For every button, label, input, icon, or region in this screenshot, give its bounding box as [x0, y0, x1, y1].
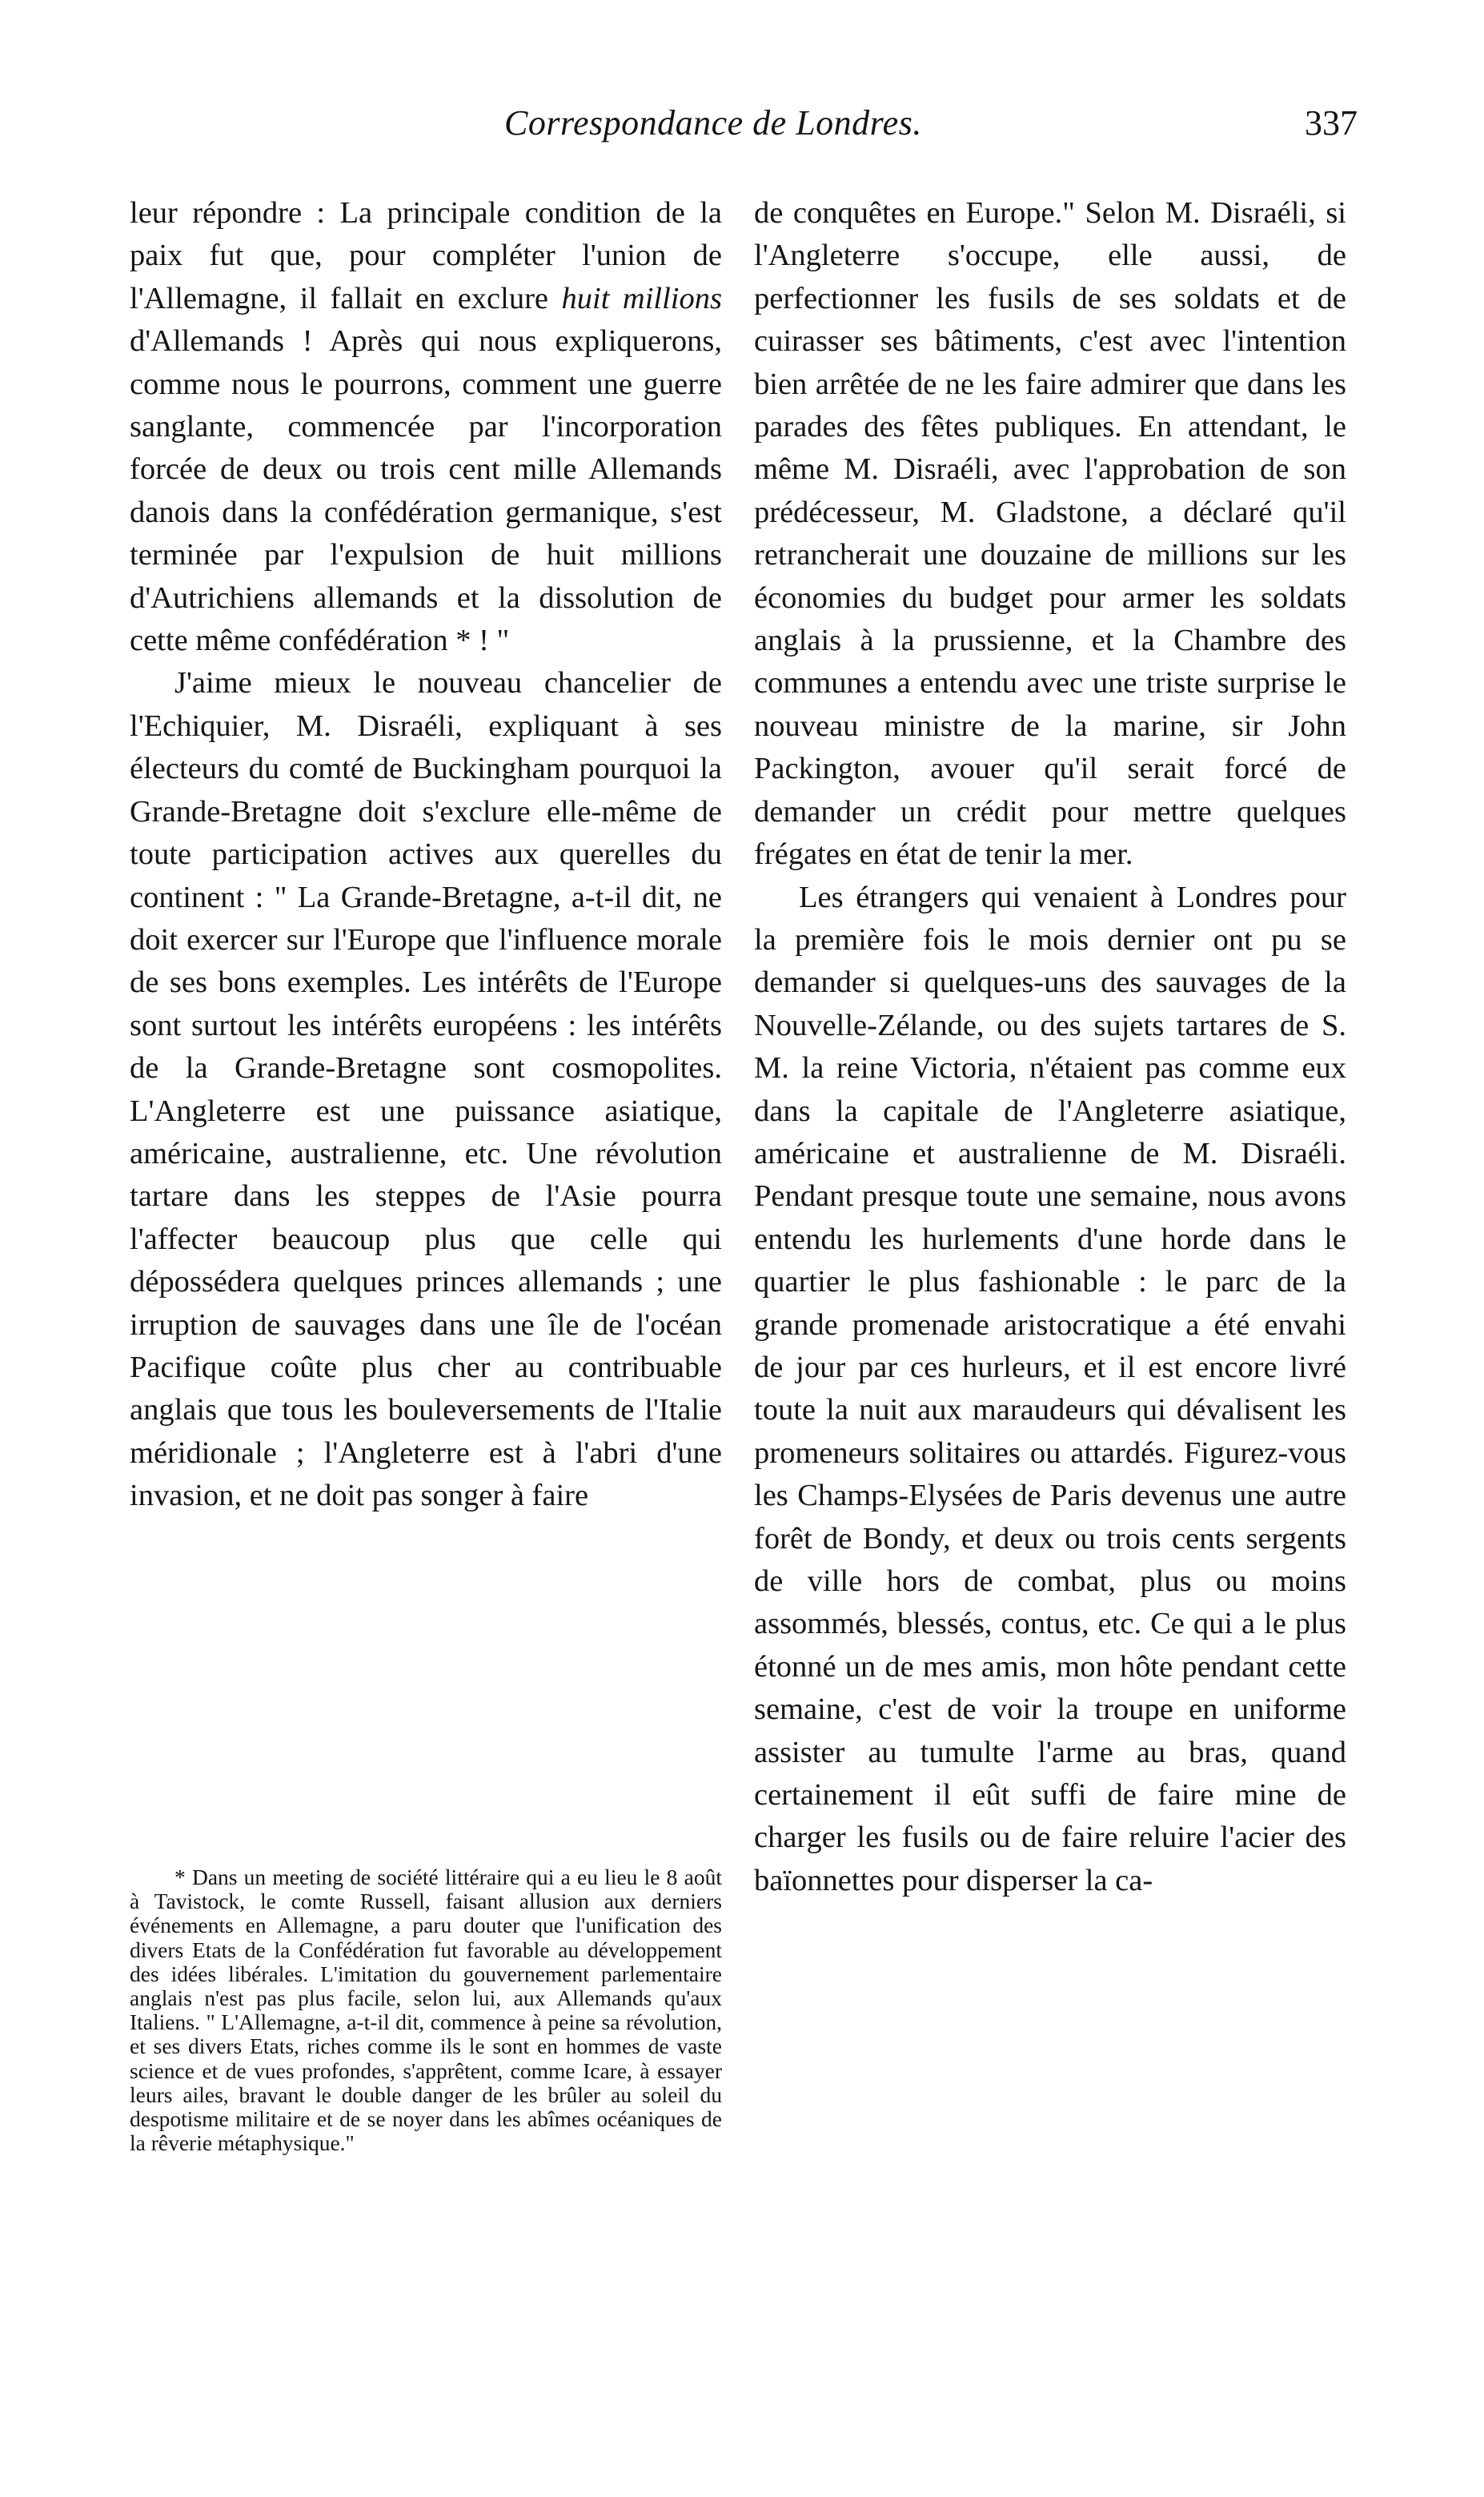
emphasis-huit-millions: huit millions	[561, 281, 722, 315]
left-paragraph-1	[130, 192, 722, 662]
running-head	[128, 102, 1361, 154]
footnote: * Dans un meeting de société littéraire qui a eu lieu le 8 août à Tavistock, le comte Russell, faisant allusion aux derniers événements en Allemagne, a paru douter que l'unification des divers Etats de la Confédération fut favorable au développement des idées libérales. L'imitation du gouvernement parlementaire anglais n'est pas plus facile, selon lui, aux Allemands qu'aux Italiens. " L'Allemagne, a-t-il dit, commence à peine sa révolution, et ses divers Etats, riches comme ils le sont en hommes de vaste science et de vues profondes, s'apprêtent, comme Icare, à essayer leurs ailes, bravant le double danger de les brûler au soleil du despotisme militaire et de se noyer dans les abîmes océaniques de la rêverie métaphysique."	[130, 1865, 722, 2156]
left-paragraph-1-text-a: leur répondre : La principale condition de la paix fut que, pour compléter l'union de l'Allemagne, il fallait en exclure	[130, 196, 722, 315]
left-column	[130, 192, 722, 1518]
right-column	[754, 192, 1346, 1902]
left-paragraph-1-text-b: d'Allemands ! Après qui nous expliquerons, comme nous le pourrons, comment une guerre sanglante, commencée par l'incorporation forcée de deux ou trois cent mille Allemands danois dans la confédération germanique, s'est terminée par l'expulsion de huit millions d'Autrichiens allemands et la dissolution de cette même confédération * ! "	[130, 324, 722, 658]
right-paragraph-1: de conquêtes en Europe." Selon M. Disraéli, si l'Angleterre s'occupe, elle aussi, de perfectionner les fusils de ses soldats et de cuirasser ses bâtiments, c'est avec l'intention bien arrêtée de ne les faire admirer que dans les parades des fêtes publiques. En attendant, le même M. Disraéli, avec l'approbation de son prédécesseur, M. Gladstone, a déclaré qu'il retrancherait une douzaine de millions sur les économies du budget pour armer les soldats anglais à la prussienne, et la Chambre des communes a entendu avec une triste surprise le nouveau ministre de la marine, sir John Packington, avouer qu'il serait forcé de demander un crédit pour mettre quelques frégates en état de tenir la mer.	[754, 196, 1346, 872]
left-paragraph-2: J'aime mieux le nouveau chancelier de l'Echiquier, M. Disraéli, expliquant à ses électeurs du comté de Buckingham pourquoi la Grande-Bretagne doit s'exclure elle-même de toute participation actives aux querelles du continent : " La Grande-Bretagne, a-t-il dit, ne doit exercer sur l'Europe que l'influence morale de ses bons exemples. Les intérêts de l'Europe sont surtout les intérêts européens : les intérêts de la Grande-Bretagne sont cosmopolites. L'Angleterre est une puissance asiatique, américaine, australienne, etc. Une révolution tartare dans les steppes de l'Asie pourra l'affecter beaucoup plus que celle qui dépossédera quelques princes allemands ; une irruption de sauvages dans une île de l'océan Pacifique coûte plus cher au contribuable anglais que tous les bouleversements de l'Italie méridionale ; l'Angleterre est à l'abri d'une invasion, et ne doit pas songer à faire	[130, 666, 722, 1513]
right-paragraph-2: Les étrangers qui venaient à Londres pour la première fois le mois dernier ont pu se demander si quelques-uns des sauvages de la Nouvelle-Zélande, ou des sujets tartares de S. M. la reine Victoria, n'étaient pas comme eux dans la capitale de l'Angleterre asiatique, américaine et australienne de M. Disraéli. Pendant presque toute une semaine, nous avons entendu les hurlements d'une horde dans le quartier le plus fashionable : le parc de la grande promenade aristocratique a été envahi de jour par ces hurleurs, et il est encore livré toute la nuit aux maraudeurs qui dévalisent les promeneurs solitaires ou attardés. Figurez-vous les Champs-Elysées de Paris devenus une autre forêt de Bondy, et deux ou trois cents sergents de ville hors de combat, plus ou moins assommés, blessés, contus, etc. Ce qui a le plus étonné un de mes amis, mon hôte pendant cette semaine, c'est de voir la troupe en uniforme assister au tumulte l'arme au bras, quand certainement il eût suffi de faire mine de charger les fusils ou de faire reluire l'acier des baïonnettes pour disperser la ca-	[754, 880, 1346, 1897]
left-column-body	[130, 192, 722, 1518]
page-number: 337	[1305, 103, 1358, 143]
running-title: Correspondance de Londres.	[504, 103, 922, 143]
right-column-body	[754, 192, 1346, 1902]
